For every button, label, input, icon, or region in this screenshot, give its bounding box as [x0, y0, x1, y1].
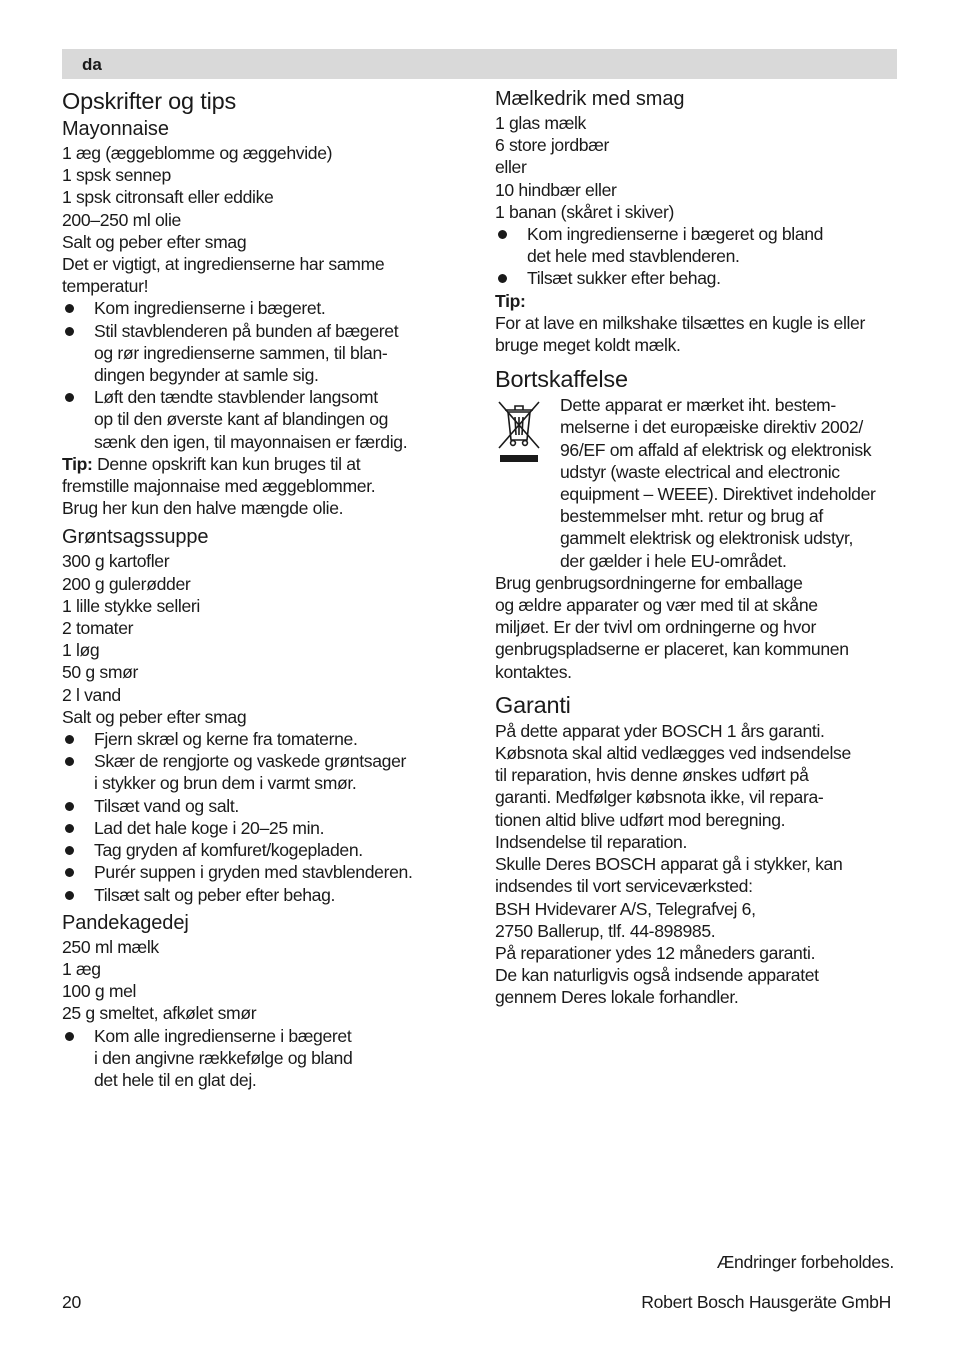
text-line: miljøet. Er der tvivl om ordningerne og hvor: [495, 617, 816, 638]
list-item-text: Purér suppen i gryden med stavblenderen.: [94, 862, 413, 883]
left-column: [62, 86, 462, 1091]
text-line: 2 tomater: [62, 618, 134, 639]
soup-ingredients: [62, 550, 462, 728]
heading-vegetable-soup: Grøntsagssuppe: [62, 526, 209, 549]
warranty-text: [495, 720, 900, 1009]
list-item-text: Løft den tændte stavblender langsomt: [94, 387, 378, 408]
heading-pancake-batter: Pandekagedej: [62, 911, 189, 934]
text-line: 1 spsk citronsaft eller eddike: [62, 187, 274, 208]
mayonnaise-steps: [62, 297, 462, 452]
list-item: [62, 728, 462, 750]
list-item: [62, 839, 462, 861]
section-title-disposal: Bortskaffelse: [495, 366, 628, 393]
text-line: 96/EF om affald af elektrisk og elektronisk: [560, 439, 872, 460]
section-title-recipes: Opskrifter og tips: [62, 88, 237, 114]
heading-mayonnaise: Mayonnaise: [62, 118, 169, 140]
language-code: da: [82, 55, 102, 74]
section-title-warranty: Garanti: [495, 691, 571, 718]
list-item: [62, 386, 462, 453]
text-line: 2750 Ballerup, tlf. 44-898985.: [495, 920, 716, 941]
bullet-icon: [65, 1032, 74, 1041]
text-line: til reparation, hvis denne ønskes udført på: [495, 765, 809, 786]
bullet-icon: [65, 393, 74, 402]
list-item-text: det hele med stavblenderen.: [527, 246, 740, 267]
list-item: [62, 320, 462, 387]
text-line: eller: [495, 157, 527, 178]
text-line: 1 løg: [62, 640, 100, 661]
text-line: bruge meget koldt mælk.: [495, 335, 681, 356]
text-line: garanti. Medfølger købsnota ikke, vil repara-: [495, 787, 824, 808]
company-name: Robert Bosch Hausgeräte GmbH: [641, 1292, 891, 1312]
disposal-text: [495, 572, 900, 683]
list-item-text: dingen begynder at samle sig.: [94, 365, 319, 386]
bullet-icon: [498, 274, 507, 283]
text-line: melserne i det europæiske direktiv 2002/: [560, 417, 863, 438]
text-line: 1 spsk sennep: [62, 165, 171, 186]
text-line: For at lave en milkshake tilsættes en kugle is eller: [495, 312, 866, 333]
text-line: og ældre apparater og vær med til at skåne: [495, 595, 818, 616]
bullet-icon: [65, 824, 74, 833]
text-line: Salt og peber efter smag: [62, 231, 247, 252]
text-line: På reparationer ydes 12 måneders garanti.: [495, 942, 816, 963]
bullet-icon: [65, 891, 74, 900]
list-item-text: Tag gryden af komfuret/kogepladen.: [94, 840, 363, 861]
text-line: Dette apparat er mærket iht. bestem-: [560, 395, 836, 416]
list-item: [62, 297, 462, 319]
mayonnaise-tip: [62, 453, 462, 520]
text-line: Indsendelse til reparation.: [495, 831, 688, 852]
text-line: genbrugspladserne er placeret, kan kommunen: [495, 639, 849, 660]
list-item: [62, 750, 462, 794]
text-line: 1 banan (skåret i skiver): [495, 201, 674, 222]
text-line: der gælder i hele EU-området.: [560, 550, 787, 571]
list-item-text: det hele til en glat dej.: [94, 1069, 257, 1090]
bullet-icon: [65, 304, 74, 313]
bullet-icon: [65, 757, 74, 766]
text-line: 300 g kartofler: [62, 551, 170, 572]
list-item-text: Tilsæt salt og peber efter behag.: [94, 884, 336, 905]
list-item-text: Fjern skræl og kerne fra tomaterne.: [94, 729, 358, 750]
text-line: 1 æg (æggeblomme og æggehvide): [62, 143, 333, 163]
text-line: 1 æg: [62, 958, 101, 979]
text-line: gennem Deres lokale forhandler.: [495, 987, 739, 1008]
text-line: 200 g gulerødder: [62, 573, 191, 594]
pancake-steps: [62, 1025, 462, 1092]
tip-text: fremstille majonnaise med æggeblommer.: [62, 476, 376, 497]
text-line: tionen altid blive udført mod beregning.: [495, 809, 786, 830]
text-line: bestemmelser mht. retur og brug af: [560, 506, 823, 527]
list-item-text: op til den øverste kant af blandingen og: [94, 409, 389, 430]
list-item-text: Kom ingredienserne i bægeret.: [94, 298, 326, 319]
list-item: [495, 223, 900, 267]
language-bar: [62, 49, 897, 79]
text-line: På dette apparat yder BOSCH 1 års garanti.: [495, 720, 825, 741]
text-line: 250 ml mælk: [62, 936, 159, 957]
text-line: kontaktes.: [495, 661, 572, 682]
text-line: 10 hindbær eller: [495, 179, 617, 200]
list-item-text: Skær de rengjorte og vaskede grøntsager: [94, 751, 407, 772]
list-item-text: Lad det hale koge i 20–25 min.: [94, 817, 325, 838]
weee-crossed-bin-icon: [495, 396, 543, 468]
tip-text: Brug her kun den halve mængde olie.: [62, 498, 344, 519]
text-line: 2 l vand: [62, 684, 121, 705]
list-item-text: sænk den igen, til mayonnaisen er færdig.: [94, 431, 408, 452]
bullet-icon: [65, 846, 74, 855]
disposal-weee-block: [495, 394, 900, 572]
text-line: Det er vigtigt, at ingredienserne har samme: [62, 254, 385, 275]
list-item-text: Stil stavblenderen på bunden af bægeret: [94, 320, 399, 341]
milkshake-ingredients: [495, 112, 900, 223]
list-item: [62, 861, 462, 883]
list-item-text: i stykker og brun dem i varmt smør.: [94, 773, 357, 794]
list-item: [495, 267, 900, 289]
pancake-ingredients: [62, 936, 462, 1025]
text-line: De kan naturligvis også indsende apparatet: [495, 965, 819, 986]
text-line: 200–250 ml olie: [62, 209, 181, 230]
mayonnaise-ingredients: [62, 142, 462, 297]
text-line: BSH Hvidevarer A/S, Telegrafvej 6,: [495, 898, 756, 919]
list-item-text: Tilsæt vand og salt.: [94, 795, 239, 816]
list-item: [62, 795, 462, 817]
text-line: Brug genbrugsordningerne for emballage: [495, 572, 803, 593]
text-line: Skulle Deres BOSCH apparat gå i stykker, kan: [495, 854, 843, 875]
soup-steps: [62, 728, 462, 906]
tip-label: Tip:: [62, 453, 93, 474]
bullet-icon: [65, 735, 74, 744]
heading-milkshake: Mælkedrik med smag: [495, 88, 685, 110]
changes-note: Ændringer forbeholdes.: [716, 1252, 894, 1272]
weee-notice: [495, 394, 900, 572]
milkshake-steps: [495, 223, 900, 290]
tip-text: Denne opskrift kan kun bruges til at: [92, 453, 361, 474]
bullet-icon: [498, 230, 507, 239]
text-line: Købsnota skal altid vedlægges ved indsendelse: [495, 743, 851, 764]
bullet-icon: [65, 327, 74, 336]
text-line: 1 lille stykke selleri: [62, 595, 200, 616]
text-line: 100 g mel: [62, 981, 137, 1002]
list-item-text: Kom ingredienserne i bægeret og bland: [527, 224, 824, 245]
text-line: Salt og peber efter smag: [62, 706, 247, 727]
text-line: gammelt elektrisk og elektronisk udstyr,: [560, 528, 854, 549]
right-column: [495, 86, 900, 1009]
page-number: 20: [62, 1292, 81, 1312]
list-item: [62, 817, 462, 839]
bullet-icon: [65, 868, 74, 877]
text-line: equipment – WEEE). Direktivet indeholder: [560, 484, 876, 505]
text-line: udstyr (waste electrical and electronic: [560, 461, 840, 482]
text-line: 50 g smør: [62, 662, 139, 683]
list-item: [62, 884, 462, 906]
tip-label: Tip:: [495, 290, 526, 311]
list-item-text: og rør ingredienserne sammen, til blan-: [94, 342, 388, 363]
text-line: indsendes til vort serviceværksted:: [495, 876, 753, 897]
list-item-text: Kom alle ingredienserne i bægeret: [94, 1025, 352, 1046]
bullet-icon: [65, 802, 74, 811]
text-line: 1 glas mælk: [495, 113, 586, 133]
text-line: 25 g smeltet, afkølet smør: [62, 1003, 257, 1024]
milkshake-tip-text: [495, 312, 900, 356]
text-line: temperatur!: [62, 276, 149, 297]
list-item-text: Tilsæt sukker efter behag.: [527, 268, 721, 289]
list-item-text: i den angivne rækkefølge og bland: [94, 1047, 353, 1068]
list-item: [62, 1025, 462, 1092]
text-line: 6 store jordbær: [495, 135, 610, 156]
